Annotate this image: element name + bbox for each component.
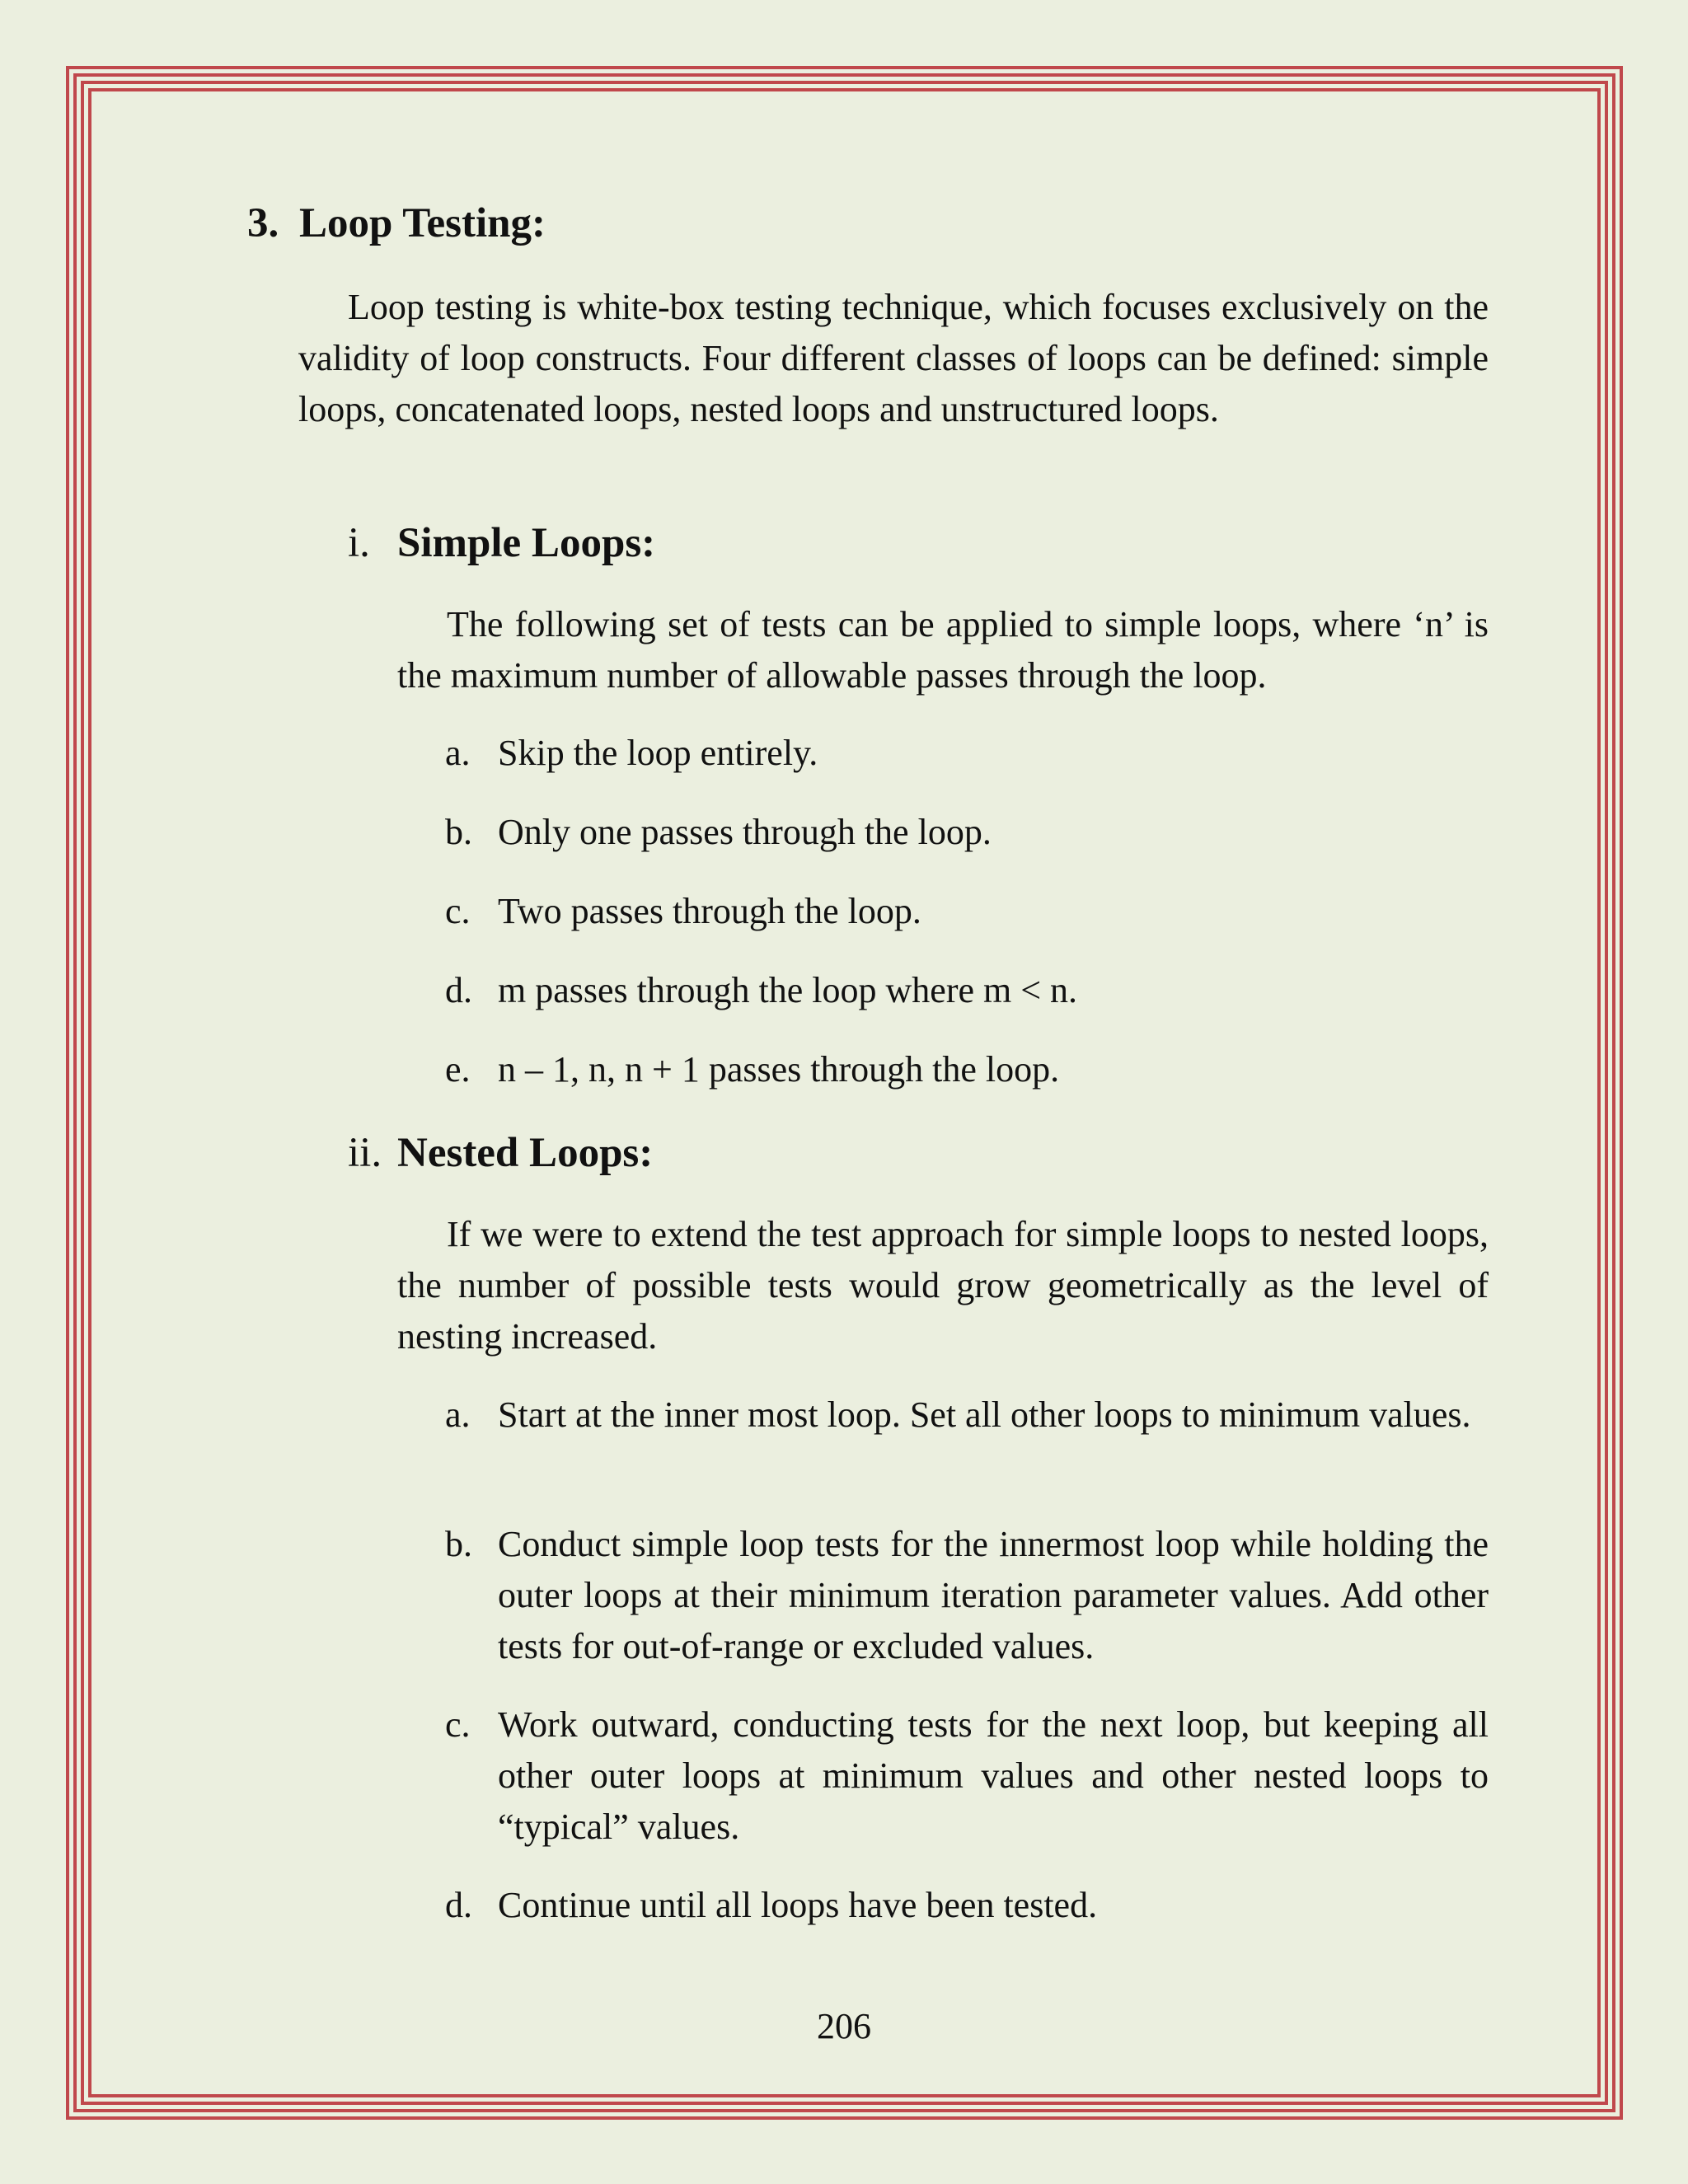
list-item-text: Skip the loop entirely. [498, 733, 818, 773]
list-item [445, 1390, 1489, 1441]
section-number: 3. [247, 200, 279, 246]
list-item-text: Only one passes through the loop. [498, 812, 992, 852]
list-item [445, 1880, 1489, 1931]
list-item-label: c. [445, 1704, 471, 1745]
list-item-label: a. [445, 733, 471, 773]
subsection-title: Simple Loops: [397, 520, 656, 566]
list-item-label: b. [445, 1524, 472, 1564]
subsection-numeral: i. [348, 520, 370, 566]
nested-loops-intro-paragraph: If we were to extend the test approach for simple loops to nested loops, the number of possible tests would grow geometrically as the level of nesting increased. [397, 1214, 1489, 1357]
list-item [445, 807, 1489, 858]
page-number: 206 [817, 2006, 871, 2046]
list-item-text: Continue until all loops have been tested. [498, 1885, 1098, 1925]
subsection-title: Nested Loops: [397, 1130, 654, 1176]
list-item-text: n – 1, n, n + 1 passes through the loop. [498, 1049, 1060, 1090]
list-item [445, 728, 1489, 779]
list-item-text: Conduct simple loop tests for the innermost loop while holding the outer loops at their minimum iteration parameter values. Add other tests for out-of-range or excluded values. [498, 1524, 1489, 1666]
list-item [445, 965, 1489, 1016]
list-item-label: d. [445, 1885, 472, 1925]
list-item [445, 1699, 1489, 1853]
section-intro-paragraph: Loop testing is white-box testing technique, which focuses exclusively on the validity of loop constructs. Four different classes of loops can be defined: simple loops, concatenated loops, nested loops and unstructured loops. [298, 287, 1489, 429]
list-item-label: e. [445, 1049, 471, 1090]
list-item [445, 1519, 1489, 1672]
list-item-text: m passes through the loop where m < n. [498, 970, 1078, 1010]
subsection-numeral: ii. [348, 1130, 382, 1176]
simple-loops-intro-paragraph: The following set of tests can be applied to simple loops, where ‘n’ is the maximum number of allowable passes through the loop. [397, 604, 1489, 696]
list-item [445, 886, 1489, 937]
subsection-heading-nested-loops [297, 1127, 653, 1179]
list-item-text: Two passes through the loop. [498, 891, 921, 931]
section-heading [247, 198, 546, 249]
list-item-text: Start at the inner most loop. Set all other loops to minimum values. [498, 1394, 1471, 1435]
list-item-label: b. [445, 812, 472, 852]
list-item-label: c. [445, 891, 471, 931]
section-title: Loop Testing: [299, 200, 546, 246]
list-item-label: d. [445, 970, 472, 1010]
subsection-heading-simple-loops [297, 518, 655, 569]
list-item [445, 1044, 1489, 1095]
list-item-label: a. [445, 1394, 471, 1435]
list-item-text: Work outward, conducting tests for the next loop, but keeping all other outer loops at minimum values and other nested loops to “typical” values. [498, 1704, 1489, 1847]
